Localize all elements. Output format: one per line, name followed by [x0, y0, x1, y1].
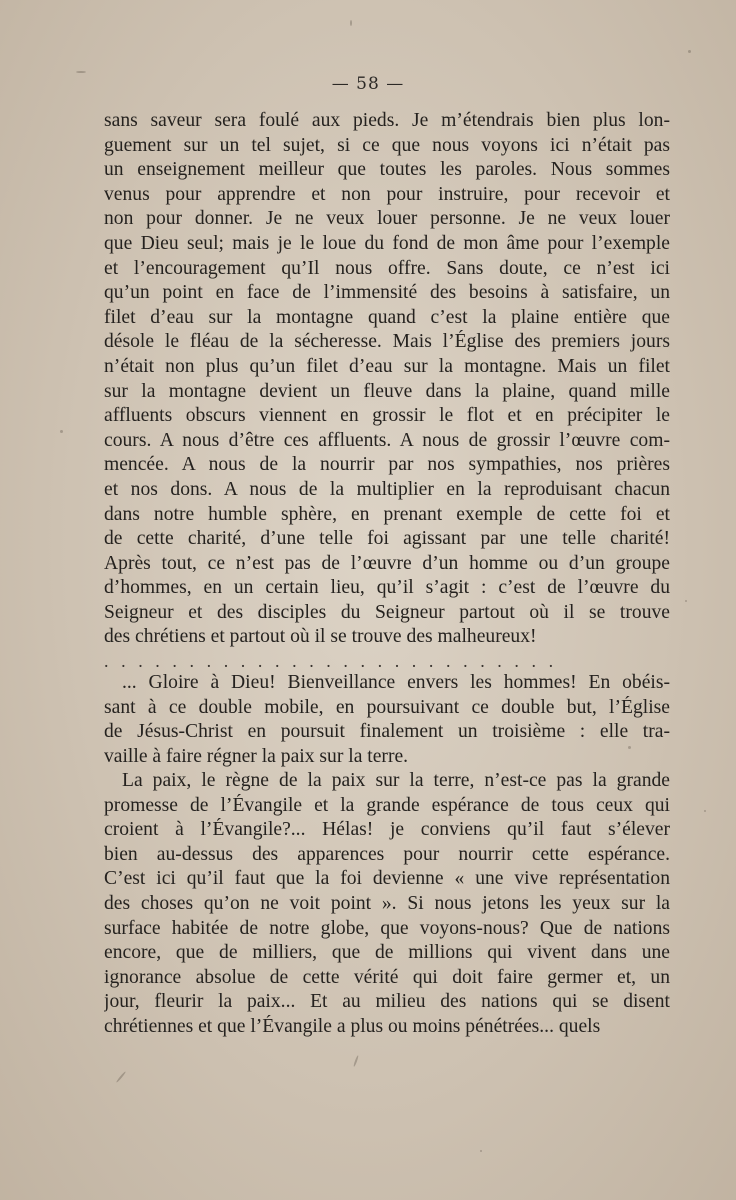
text-line: guement sur un tel sujet, si ce que nous voyons ici n’était pas [104, 134, 670, 156]
paper-speck [704, 810, 706, 812]
text-line: ... Gloire à Dieu! Bienveillance envers les hommes! En obéis- [122, 672, 670, 693]
paragraph-2 [104, 671, 670, 769]
text-line: croient à l’Évangile?... Hélas! je conviens qu’il faut s’élever [104, 819, 670, 841]
text-line: ignorance absolue de cette vérité qui doit faire germer et, un [104, 966, 670, 988]
text-line: surface habitée de notre globe, que voyons-nous? Que de nations [104, 917, 670, 939]
text-line: des choses qu’on ne voit point ». Si nous jetons les yeux sur la [104, 892, 670, 914]
paragraph-1 [104, 109, 670, 650]
text-line: Après tout, ce n’est pas de l’œuvre d’un homme ou d’un groupe [104, 552, 670, 574]
text-line: de cette charité, d’une telle foi agissant par une telle charité! [104, 528, 670, 550]
paper-speck [350, 20, 352, 26]
paper-speck [116, 1071, 127, 1083]
text-line: chrétiennes et que l’Évangile a plus ou moins pénétrées... quels [104, 1015, 601, 1037]
text-line: mencée. A nous de la nourrir par nos sympathies, nos prières [104, 454, 670, 476]
text-line: non pour donner. Je ne veux louer personne. Je ne veux louer [104, 208, 670, 230]
paper-speck [353, 1055, 359, 1067]
text-line: sant à ce double mobile, en poursuivant ce double but, l’Église [104, 696, 670, 718]
text-line: que Dieu seul; mais je le loue du fond de mon âme pour l’exemple [104, 232, 670, 254]
text-line: de Jésus-Christ en poursuit finalement un troisième : elle tra- [104, 721, 670, 743]
paper-speck [480, 1150, 482, 1152]
paragraph-3 [104, 769, 670, 1040]
text-line: et l’encouragement qu’Il nous offre. Sans doute, ce n’est ici [104, 257, 670, 279]
paper-speck [685, 600, 687, 602]
text-line: désole le fléau de la sécheresse. Mais l’Église des premiers jours [104, 331, 670, 353]
text-line: un enseignement meilleur que toutes les paroles. Nous sommes [104, 159, 670, 181]
text-line: sur la montagne devient un fleuve dans la plaine, quand mille [104, 380, 670, 402]
text-line: d’hommes, en un certain lieu, qu’il s’agit : c’est de l’œuvre du [104, 577, 670, 599]
text-line: Seigneur et des disciples du Seigneur partout où il se trouve [104, 601, 670, 623]
text-line: n’était non plus qu’un filet d’eau sur la montagne. Mais un filet [104, 355, 670, 377]
text-line: sans saveur sera foulé aux pieds. Je m’étendrais bien plus lon- [104, 110, 670, 131]
text-line: venus pour apprendre et non pour instruire, pour recevoir et [104, 183, 670, 205]
text-line: encore, que de milliers, que de millions qui vivent dans une [104, 942, 670, 964]
text-line: filet d’eau sur la montagne quand c’est la plaine entière que [104, 306, 670, 328]
text-line: des chrétiens et partout où il se trouve des malheureux! [104, 626, 537, 648]
text-line: affluents obscurs viennent en grossir le flot et en précipiter le [104, 405, 670, 427]
text-line: jour, fleurir la paix... Et au milieu des nations qui se disent [104, 991, 670, 1013]
page-number: — 58 — [331, 74, 405, 94]
text-line: et nos dons. A nous de la multiplier en la reproduisant chacun [104, 478, 670, 500]
text-line: dans notre humble sphère, en prenant exemple de cette foi et [104, 503, 670, 525]
text-line: qu’un point en face de l’immensité des besoins à satisfaire, un [104, 282, 670, 304]
text-line: cours. A nous d’être ces affluents. A nous de grossir l’œuvre com- [104, 429, 670, 451]
text-line: vaille à faire régner la paix sur la terre. [104, 745, 409, 767]
text-line: bien au-dessus des apparences pour nourrir cette espérance. [104, 843, 670, 865]
text-line: La paix, le règne de la paix sur la terre, n’est-ce pas la grande [122, 770, 670, 791]
paper-speck [60, 430, 63, 433]
text-line: C’est ici qu’il faut que la foi devienne « une vive représentation [104, 868, 670, 890]
text-line: promesse de l’Évangile et la grande espérance de tous ceux qui [104, 794, 670, 816]
ellipsis-separator: ........................... [104, 654, 566, 668]
paper-speck [688, 50, 691, 53]
